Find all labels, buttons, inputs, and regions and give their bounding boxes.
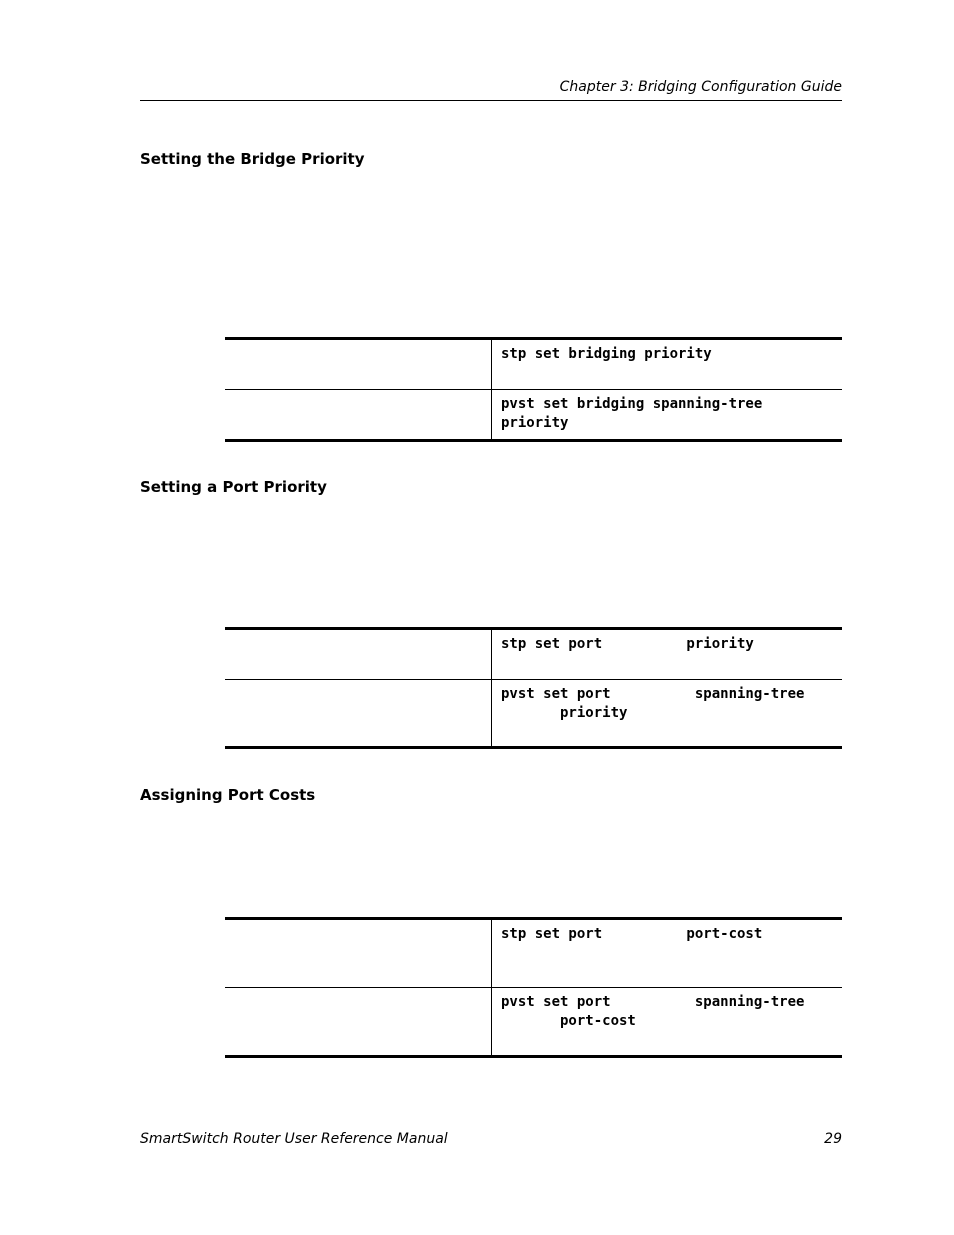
section-title-port-costs: Assigning Port Costs (140, 786, 316, 804)
table-row (225, 988, 842, 1057)
section-title-port-priority: Setting a Port Priority (140, 478, 327, 496)
row-command (492, 390, 843, 441)
command-line-continued: priority (501, 705, 628, 721)
command-line: stp set port port-cost (501, 926, 763, 942)
command-line: pvst set port spanning-tree (501, 686, 805, 702)
command-line: stp set bridging priority (501, 346, 712, 362)
row-description (225, 629, 492, 680)
command-table-port-priority (225, 627, 842, 749)
page-number: 29 (824, 1131, 842, 1147)
row-description (225, 339, 492, 390)
row-command (492, 988, 843, 1057)
row-command (492, 919, 843, 988)
running-head: Chapter 3: Bridging Configuration Guide (559, 79, 842, 95)
table-row (225, 919, 842, 988)
header-rule (140, 100, 842, 101)
row-description (225, 680, 492, 748)
row-command (492, 629, 843, 680)
table-row (225, 339, 842, 390)
command-line: pvst set bridging spanning-tree (501, 396, 763, 412)
row-description (225, 390, 492, 441)
footer-manual-title: SmartSwitch Router User Reference Manual (140, 1131, 448, 1147)
section-title-bridge-priority: Setting the Bridge Priority (140, 150, 365, 168)
row-command (492, 680, 843, 748)
table-row (225, 680, 842, 748)
row-description (225, 988, 492, 1057)
command-table-bridge-priority (225, 337, 842, 442)
row-description (225, 919, 492, 988)
command-line: pvst set port spanning-tree (501, 994, 805, 1010)
table-row (225, 629, 842, 680)
command-line: stp set port priority (501, 636, 754, 652)
table-row (225, 390, 842, 441)
row-command (492, 339, 843, 390)
command-line-continued: priority (501, 415, 569, 431)
command-line-continued: port-cost (501, 1013, 636, 1029)
command-table-port-costs (225, 917, 842, 1058)
